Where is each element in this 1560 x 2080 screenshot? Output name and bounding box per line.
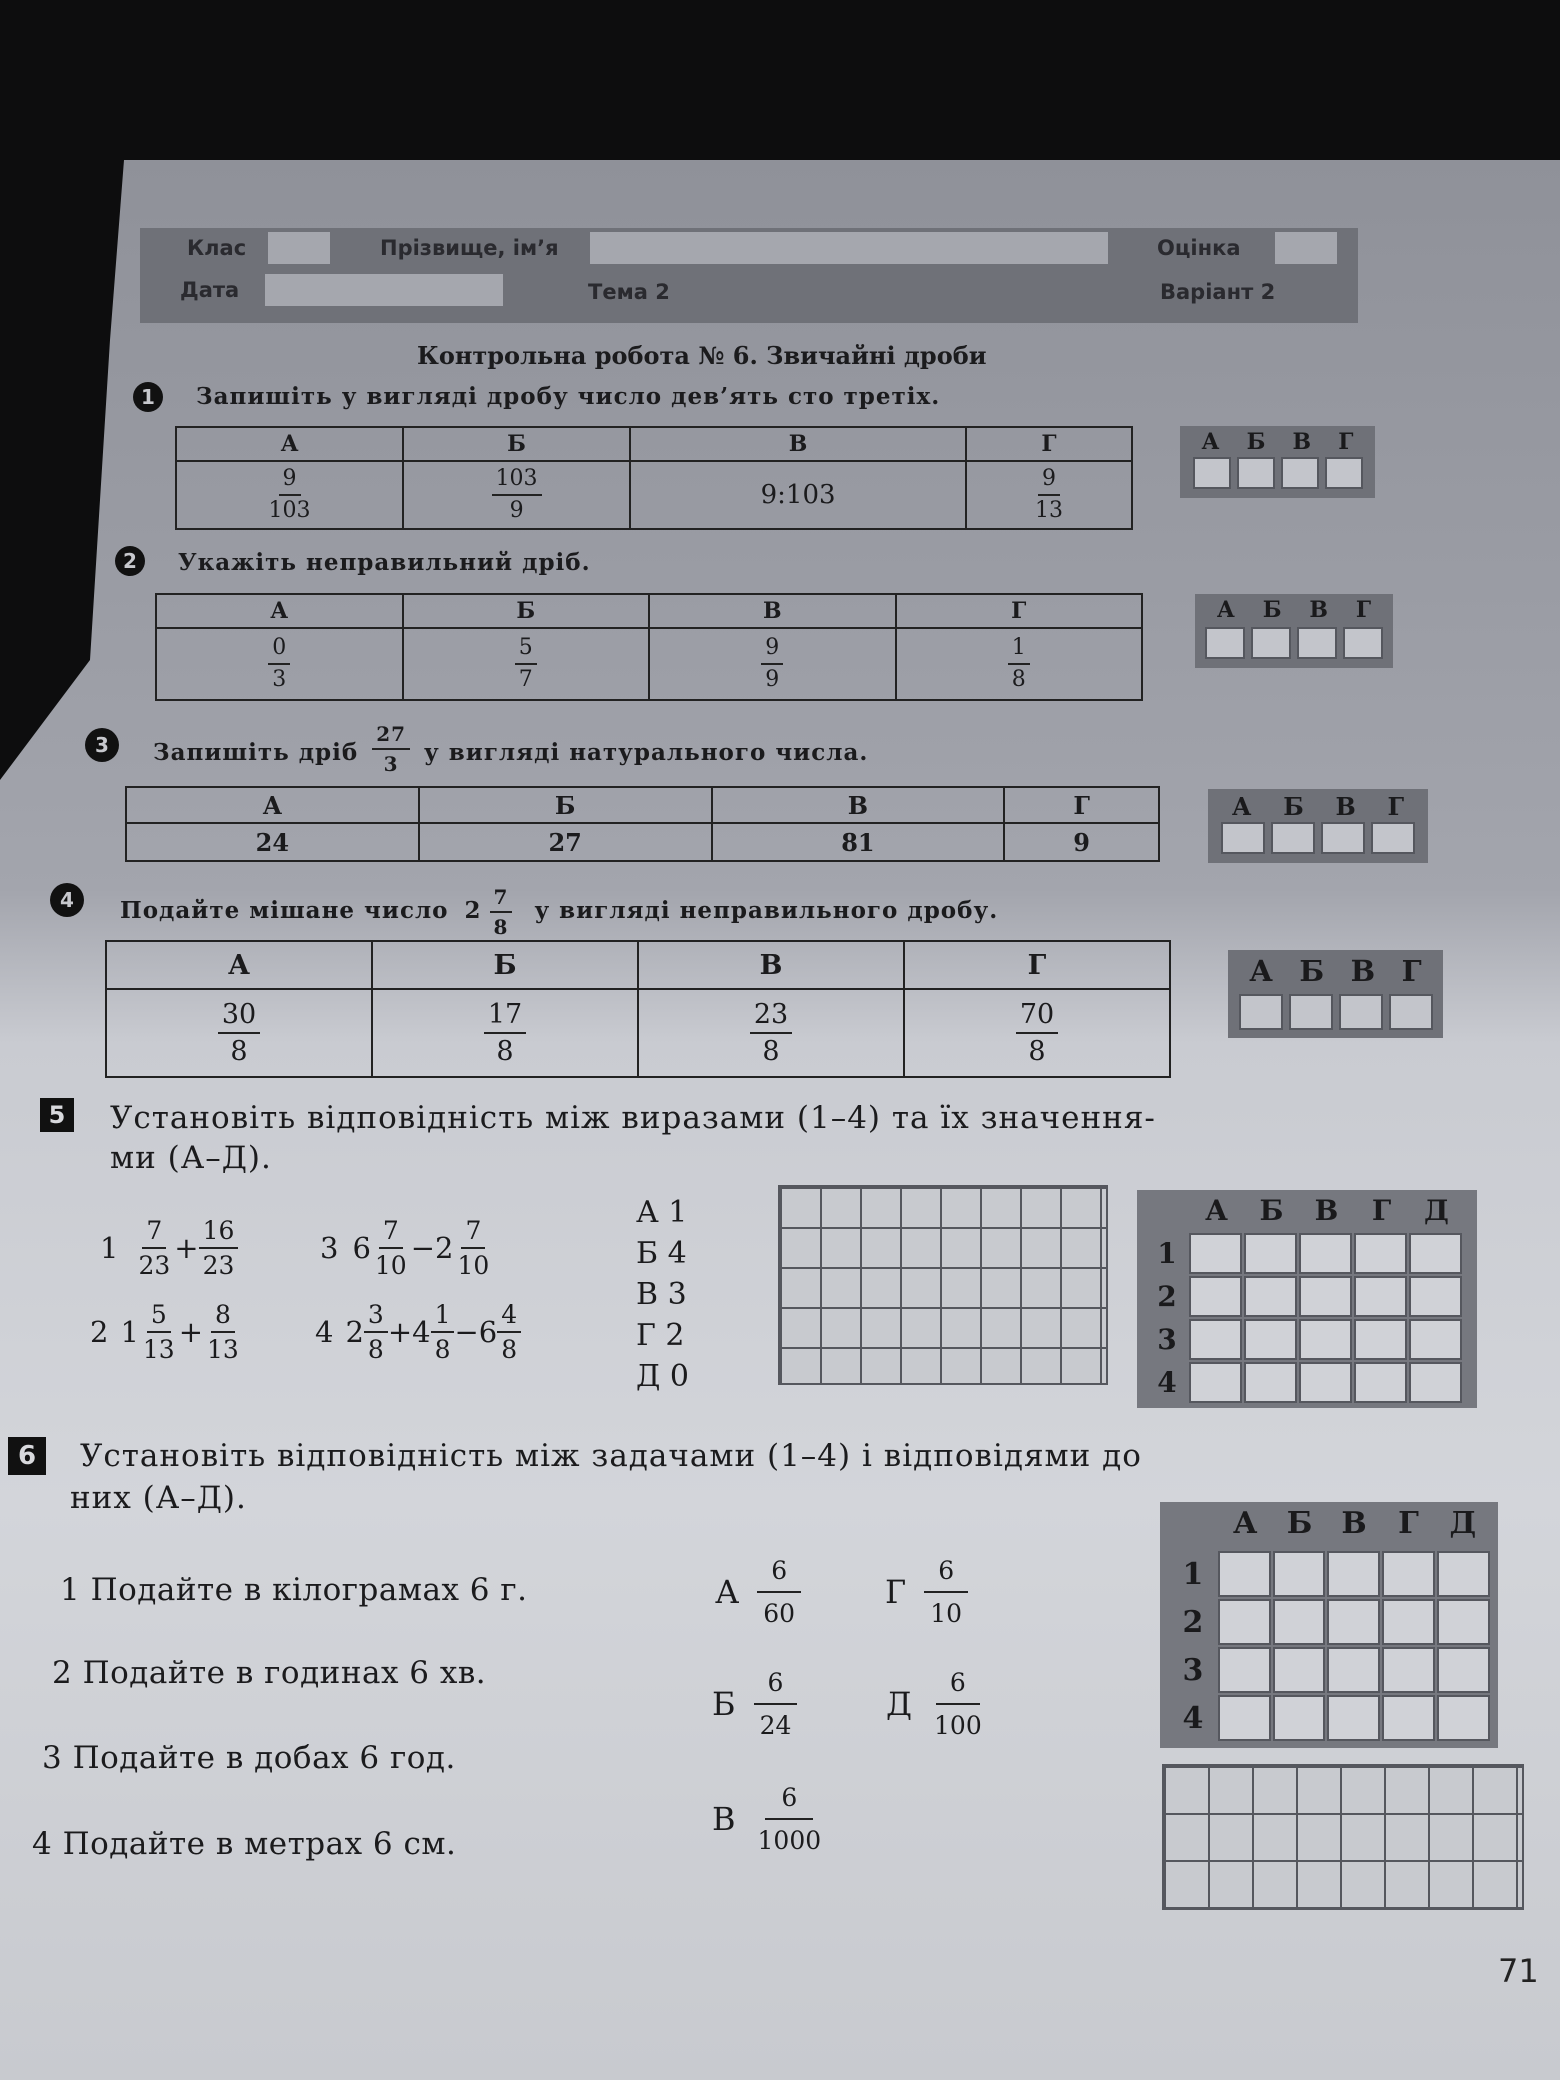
q2-option-a[interactable] bbox=[156, 628, 403, 700]
q6-answer-v: В $\frac{6}{1000}$ bbox=[712, 1785, 825, 1853]
matrix-cell[interactable] bbox=[1382, 1551, 1435, 1597]
grade-label: Оцінка bbox=[1157, 236, 1241, 260]
q6-answer-d: Д $\frac{6}{100}$ bbox=[886, 1670, 986, 1738]
answer-cell-g[interactable] bbox=[1325, 457, 1363, 489]
fraction: $\frac{6}{100}$ bbox=[934, 1668, 982, 1740]
q1-head-b: Б bbox=[403, 427, 630, 461]
question-number-4: 4 bbox=[50, 883, 84, 917]
expression-3: 3 6 $\frac{7}{10}$ − 2 $\frac{7}{10}$ bbox=[320, 1218, 493, 1278]
matrix-cell[interactable] bbox=[1273, 1695, 1326, 1741]
answer-cell-v[interactable] bbox=[1297, 627, 1337, 659]
q4-head-g: Г bbox=[904, 941, 1170, 989]
matrix-cell[interactable] bbox=[1327, 1647, 1380, 1693]
date-label: Дата bbox=[180, 278, 240, 302]
fraction: $\frac{8}{13}$ bbox=[207, 1300, 239, 1364]
fraction: $\frac{0}{3}$ bbox=[268, 637, 290, 691]
matrix-cell[interactable] bbox=[1299, 1233, 1352, 1274]
fraction: $\frac{103}{9}$ bbox=[492, 468, 542, 522]
q5-scratch-grid[interactable] bbox=[778, 1185, 1108, 1385]
fraction: $\frac{6}{60}$ bbox=[757, 1558, 801, 1626]
q6-task-1: 1 Подайте в кілограмах 6 г. bbox=[60, 1572, 528, 1608]
q1-head-a: А bbox=[176, 427, 403, 461]
expression-2: 2 1 $\frac{5}{13}$ + $\frac{8}{13}$ bbox=[90, 1302, 243, 1362]
q2-head-v: В bbox=[649, 594, 896, 628]
matrix-cell[interactable] bbox=[1218, 1647, 1271, 1693]
answer-cell-b[interactable] bbox=[1289, 994, 1333, 1030]
answer-cell-g[interactable] bbox=[1389, 994, 1433, 1030]
matrix-cell[interactable] bbox=[1299, 1362, 1352, 1403]
fraction: $\frac{16}{23}$ bbox=[199, 1218, 239, 1278]
matrix-cell[interactable] bbox=[1327, 1695, 1380, 1741]
answer-cell-a[interactable] bbox=[1221, 822, 1265, 854]
q4-option-a[interactable] bbox=[106, 989, 372, 1077]
answer-box-3: А Б В Г bbox=[1208, 789, 1428, 863]
fraction: $\frac{5}{7}$ bbox=[515, 637, 537, 691]
q5-answer-list bbox=[636, 1192, 689, 1397]
fraction: $\frac{6}{24}$ bbox=[754, 1670, 798, 1738]
grade-field[interactable] bbox=[1275, 232, 1337, 264]
matrix-cell[interactable] bbox=[1437, 1695, 1490, 1741]
answer-box-4: А Б В Г bbox=[1228, 950, 1443, 1038]
q1-head-v: В bbox=[630, 427, 966, 461]
question-5-text-line2: ми (А–Д). bbox=[110, 1140, 272, 1176]
fraction: $\frac{6}{1000}$ bbox=[757, 1783, 822, 1855]
fraction: $\frac{9}{103}$ bbox=[268, 466, 311, 523]
answer-cell-b[interactable] bbox=[1271, 822, 1315, 854]
q3-option-a[interactable]: 24 bbox=[126, 823, 419, 861]
fraction: $\frac{27}{3}$ bbox=[372, 724, 410, 774]
question-6-text-line2: них (А–Д). bbox=[70, 1480, 247, 1516]
question-2-text: Укажіть неправильний дріб. bbox=[178, 549, 591, 576]
matrix-cell[interactable] bbox=[1409, 1362, 1462, 1403]
q6-task-4: 4 Подайте в метрах 6 см. bbox=[32, 1826, 457, 1862]
answer-cell-b[interactable] bbox=[1251, 627, 1291, 659]
q6-task-3: 3 Подайте в добах 6 год. bbox=[42, 1740, 456, 1776]
answer-cell-a[interactable] bbox=[1205, 627, 1245, 659]
question-2-options bbox=[155, 593, 1143, 701]
question-4-text: Подайте мішане число 2 $\frac{7}{8}$ у вигляді неправильного дробу. bbox=[120, 885, 999, 939]
q3-head-b: Б bbox=[419, 787, 712, 823]
q5-answer-matrix: А Б В Г Д 1 2 3 4 bbox=[1137, 1190, 1477, 1408]
matrix-cell[interactable] bbox=[1409, 1276, 1462, 1317]
matrix-cell[interactable] bbox=[1218, 1599, 1271, 1645]
q2-option-b[interactable] bbox=[403, 628, 650, 700]
fraction: $\frac{5}{13}$ bbox=[142, 1300, 175, 1364]
matrix-cell[interactable] bbox=[1299, 1319, 1352, 1360]
answer-cell-g[interactable] bbox=[1371, 822, 1415, 854]
fraction: $\frac{3}{8}$ bbox=[364, 1302, 388, 1362]
answer-cell-a[interactable] bbox=[1239, 994, 1283, 1030]
q1-head-g: Г bbox=[966, 427, 1132, 461]
q3-head-a: А bbox=[126, 787, 419, 823]
matrix-cell[interactable] bbox=[1273, 1599, 1326, 1645]
q5-answer-v: В 3 bbox=[636, 1277, 687, 1312]
q4-option-g[interactable] bbox=[904, 989, 1170, 1077]
q6-scratch-grid[interactable] bbox=[1162, 1764, 1524, 1910]
answer-cell-v[interactable] bbox=[1339, 994, 1383, 1030]
matrix-cell[interactable] bbox=[1299, 1276, 1352, 1317]
fraction: $\frac{9}{9}$ bbox=[761, 637, 783, 691]
matrix-cell[interactable] bbox=[1244, 1276, 1297, 1317]
fraction: $\frac{9}{13}$ bbox=[1035, 466, 1064, 523]
answer-box-1: А Б В Г bbox=[1180, 426, 1375, 498]
fraction: $\frac{70}{8}$ bbox=[1016, 1001, 1058, 1065]
name-label: Прізвище, ім’я bbox=[380, 236, 559, 260]
q6-answer-b: Б $\frac{6}{24}$ bbox=[712, 1670, 797, 1738]
question-1-options bbox=[175, 426, 1133, 530]
q4-head-a: А bbox=[106, 941, 372, 989]
question-4-options bbox=[105, 940, 1171, 1078]
fraction: $\frac{6}{10}$ bbox=[924, 1558, 968, 1626]
matrix-cell[interactable] bbox=[1382, 1647, 1435, 1693]
fraction: $\frac{1}{8}$ bbox=[431, 1302, 455, 1362]
q3-head-g: Г bbox=[1004, 787, 1159, 823]
matrix-cell[interactable] bbox=[1189, 1233, 1242, 1274]
page-number: 71 bbox=[1498, 1952, 1539, 1990]
matrix-cell[interactable] bbox=[1327, 1551, 1380, 1597]
q6-answer-matrix: А Б В Г Д 1 2 3 4 bbox=[1160, 1502, 1498, 1748]
fraction: $\frac{23}{8}$ bbox=[750, 1001, 792, 1065]
question-number-2: 2 bbox=[115, 546, 145, 576]
q4-head-b: Б bbox=[372, 941, 638, 989]
q5-answer-a: А 1 bbox=[636, 1195, 688, 1230]
matrix-cell[interactable] bbox=[1382, 1599, 1435, 1645]
expression-1: 1 $\frac{7}{23}$ + $\frac{16}{23}$ bbox=[100, 1218, 238, 1278]
q3-option-g[interactable]: 9 bbox=[1004, 823, 1159, 861]
answer-cell-b[interactable] bbox=[1237, 457, 1275, 489]
fraction: $\frac{7}{8}$ bbox=[490, 887, 513, 937]
q5-answer-b: Б 4 bbox=[636, 1236, 687, 1271]
answer-cell-v[interactable] bbox=[1281, 457, 1319, 489]
q2-option-v[interactable] bbox=[649, 628, 896, 700]
fraction: $\frac{1}{8}$ bbox=[1008, 637, 1030, 691]
question-3-options bbox=[125, 786, 1160, 862]
matrix-cell[interactable] bbox=[1273, 1551, 1326, 1597]
q2-head-g: Г bbox=[896, 594, 1143, 628]
answer-cell-a[interactable] bbox=[1193, 457, 1231, 489]
q1-option-a[interactable] bbox=[176, 461, 403, 529]
q4-option-v[interactable] bbox=[638, 989, 904, 1077]
matrix-cell[interactable] bbox=[1382, 1695, 1435, 1741]
fraction: $\frac{30}{8}$ bbox=[218, 1001, 260, 1065]
date-field[interactable] bbox=[265, 274, 503, 306]
q6-answer-a: А $\frac{6}{60}$ bbox=[715, 1558, 801, 1626]
matrix-cell[interactable] bbox=[1273, 1647, 1326, 1693]
page-title: Контрольна робота № 6. Звичайні дроби bbox=[417, 341, 987, 370]
matrix-cell[interactable] bbox=[1437, 1647, 1490, 1693]
q4-option-b[interactable] bbox=[372, 989, 638, 1077]
matrix-cell[interactable] bbox=[1409, 1233, 1462, 1274]
matrix-cell[interactable] bbox=[1437, 1599, 1490, 1645]
matrix-cell[interactable] bbox=[1189, 1319, 1242, 1360]
question-6-text-line1: Установіть відповідність між задачами (1–4) і відповідями до bbox=[80, 1438, 1142, 1474]
matrix-cell[interactable] bbox=[1244, 1233, 1297, 1274]
matrix-cell[interactable] bbox=[1189, 1276, 1242, 1317]
q5-answer-g: Г 2 bbox=[636, 1318, 685, 1353]
answer-cell-g[interactable] bbox=[1343, 627, 1383, 659]
matrix-cell[interactable] bbox=[1218, 1695, 1271, 1741]
answer-box-2: А Б В Г bbox=[1195, 594, 1393, 668]
q2-head-b: Б bbox=[403, 594, 650, 628]
q6-task-2: 2 Подайте в годинах 6 хв. bbox=[52, 1655, 487, 1691]
matrix-cell[interactable] bbox=[1354, 1233, 1407, 1274]
matrix-cell[interactable] bbox=[1244, 1362, 1297, 1403]
matrix-cell[interactable] bbox=[1189, 1362, 1242, 1403]
fraction: $\frac{7}{10}$ bbox=[457, 1216, 490, 1280]
matrix-cell[interactable] bbox=[1354, 1362, 1407, 1403]
q5-answer-d: Д 0 bbox=[636, 1359, 690, 1394]
fraction: $\frac{17}{8}$ bbox=[484, 1001, 526, 1065]
q1-option-b[interactable] bbox=[403, 461, 630, 529]
matrix-cell[interactable] bbox=[1409, 1319, 1462, 1360]
matrix-cell[interactable] bbox=[1354, 1276, 1407, 1317]
variant-label: Варіант 2 bbox=[1160, 280, 1276, 304]
question-number-5: 5 bbox=[40, 1098, 74, 1132]
matrix-cell[interactable] bbox=[1218, 1551, 1271, 1597]
q6-answer-g: Г $\frac{6}{10}$ bbox=[885, 1558, 968, 1626]
question-5-text-line1: Установіть відповідність між виразами (1–4) та їх значення- bbox=[110, 1100, 1156, 1136]
expression-4: 4 2 $\frac{3}{8}$ + 4 $\frac{1}{8}$ − 6 $\frac{4}{8}$ bbox=[315, 1302, 521, 1362]
q2-head-a: А bbox=[156, 594, 403, 628]
matrix-cell[interactable] bbox=[1437, 1551, 1490, 1597]
question-number-6: 6 bbox=[8, 1437, 46, 1475]
q3-option-v[interactable]: 81 bbox=[712, 823, 1005, 861]
matrix-cell[interactable] bbox=[1327, 1599, 1380, 1645]
q4-head-v: В bbox=[638, 941, 904, 989]
question-1-text: Запишіть у вигляді дробу число дев’ять сто третіх. bbox=[196, 383, 941, 410]
question-number-1: 1 bbox=[133, 382, 163, 412]
q3-head-v: В bbox=[712, 787, 1005, 823]
matrix-cell[interactable] bbox=[1244, 1319, 1297, 1360]
class-field[interactable] bbox=[268, 232, 330, 264]
fraction: $\frac{4}{8}$ bbox=[497, 1302, 521, 1362]
name-field[interactable] bbox=[590, 232, 1108, 264]
q1-option-v[interactable]: 9:103 bbox=[630, 461, 966, 529]
fraction: $\frac{7}{10}$ bbox=[374, 1216, 407, 1280]
matrix-cell[interactable] bbox=[1354, 1319, 1407, 1360]
question-number-3: 3 bbox=[85, 728, 119, 762]
topic-label: Тема 2 bbox=[588, 280, 670, 304]
fraction: $\frac{7}{23}$ bbox=[138, 1216, 171, 1280]
class-label: Клас bbox=[187, 236, 247, 260]
q2-option-g[interactable] bbox=[896, 628, 1143, 700]
q1-option-g[interactable] bbox=[966, 461, 1132, 529]
question-3-text: Запишіть дріб $\frac{27}{3}$ у вигляді натурального числа. bbox=[153, 722, 869, 776]
answer-cell-v[interactable] bbox=[1321, 822, 1365, 854]
q3-option-b[interactable]: 27 bbox=[419, 823, 712, 861]
